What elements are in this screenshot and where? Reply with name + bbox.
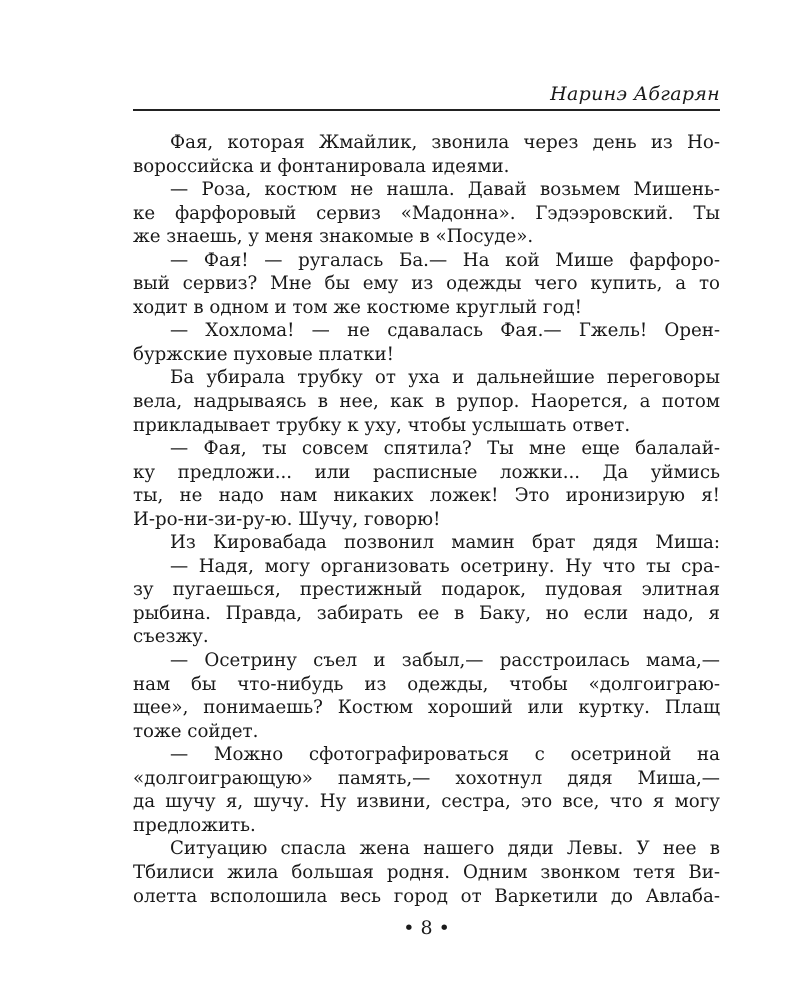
text-line: щее», понимаешь? Костюм хороший или куртку. Плащ [133,697,720,719]
text-line: Ситуацию спасла жена нашего дяди Левы. У нее в [170,838,720,860]
body-text [133,131,720,908]
text-line: вела, надрываясь в нее, как в рупор. Наорется, а потом [133,391,720,413]
text-line: ты, не надо нам никаких ложек! Это иронизирую я! [133,485,720,507]
page-number: • 8 • [403,917,450,939]
text-line: — Фая, ты совсем спятила? Ты мне еще балалай- [170,438,720,460]
text-line: И-ро-ни-зи-ру-ю. Шучу, говорю! [133,508,441,530]
text-line: — Хохлома! — не сдавалась Фая.— Гжель! Орен- [170,320,720,342]
text-line: — Осетрину съел и забыл,— расстроилась мама,— [170,650,720,672]
text-line: нам бы что-нибудь из одежды, чтобы «долгоиграю- [133,673,720,695]
text-line: буржские пуховые платки! [133,343,394,365]
text-line: же знаешь, у меня знакомые в «Посуде». [133,226,534,248]
text-line: Фая, которая Жмайлик, звонила через день из Но- [170,132,720,153]
text-line: вый сервиз? Мне бы ему из одежды чего купить, а то [133,273,720,295]
text-line: — Надя, могу организовать осетрину. Ну что ты сра- [170,555,720,577]
running-header [133,80,720,108]
text-line: — Роза, костюм не нашла. Давай возьмем Мишень- [170,179,720,201]
text-line: зу пугаешься, престижный подарок, пудовая элитная [133,579,720,601]
text-line: Тбилиси жила большая родня. Одним звонком тетя Ви- [133,861,720,883]
author-name: Наринэ Абгарян [550,83,720,105]
text-line: съезжу. [133,626,209,648]
text-line: тоже сойдет. [133,720,259,742]
text-line: предложить. [133,814,256,836]
text-line: ходит в одном и том же костюме круглый год! [133,296,582,318]
text-line: ку предложи... или расписные ложки... Да уймись [133,461,720,483]
text-line: «долгоиграющую» память,— хохотнул дядя Миша,— [133,767,720,789]
text-line: олетта всполошила весь город от Варкетили до Авлаба- [133,885,720,907]
text-line: — Фая! — ругалась Ба.— На кой Мише фарфоро- [170,249,720,271]
text-line: рыбина. Правда, забирать ее в Баку, но если надо, я [133,602,720,624]
text-line: прикладывает трубку к уху, чтобы услышать ответ. [133,414,631,436]
header-rule [133,109,720,111]
text-line: Ба убирала трубку от уха и дальнейшие переговоры [170,367,720,389]
text-line: Из Кировабада позвонил мамин брат дядя Миша: [170,532,720,554]
text-line: да шучу я, шучу. Ну извини, сестра, это все, что я могу [133,791,720,813]
text-line: — Можно сфотографироваться с осетриной на [170,744,720,766]
text-line: вороссийска и фонтанировала идеями. [133,155,510,177]
text-line: ке фарфоровый сервиз «Мадонна». Гэдээровский. Ты [133,202,720,224]
